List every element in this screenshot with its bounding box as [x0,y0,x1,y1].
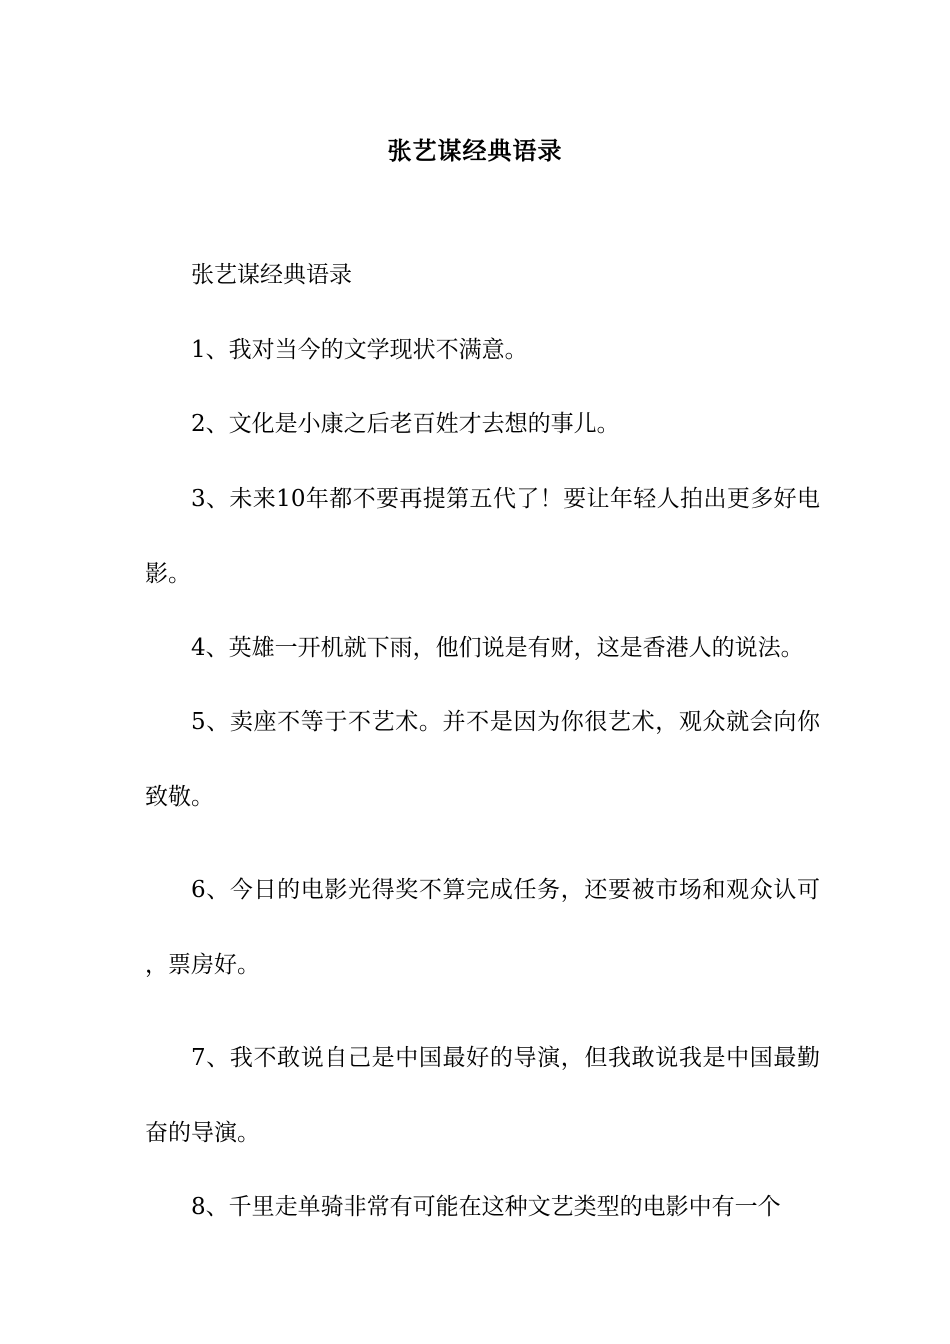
quote-7: 7、我不敢说自己是中国最好的导演，但我敢说我是中国最勤奋的导演。 [145,1045,820,1146]
quote-5: 5、卖座不等于不艺术。并不是因为你很艺术，观众就会向你致敬。 [145,709,820,810]
quote-2: 2、文化是小康之后老百姓才去想的事儿。 [191,411,620,437]
quote-4: 4、英雄一开机就下雨，他们说是有财，这是香港人的说法。 [191,634,804,661]
quote-8: 8、千里走单骑非常有可能在这种文艺类型的电影中有一个 [191,1194,781,1220]
document-title: 张艺谋经典语录 [387,136,563,165]
quote-1: 1、我对当今的文学现状不满意。 [191,336,528,363]
paragraph-heading: 张艺谋经典语录 [191,262,352,288]
quote-3: 3、未来10年都不要再提第五代了！要让年轻人拍出更多好电影。 [145,485,820,587]
document-body [145,257,820,1227]
quote-6: 6、今日的电影光得奖不算完成任务，还要被市场和观众认可，票房好。 [145,877,820,978]
